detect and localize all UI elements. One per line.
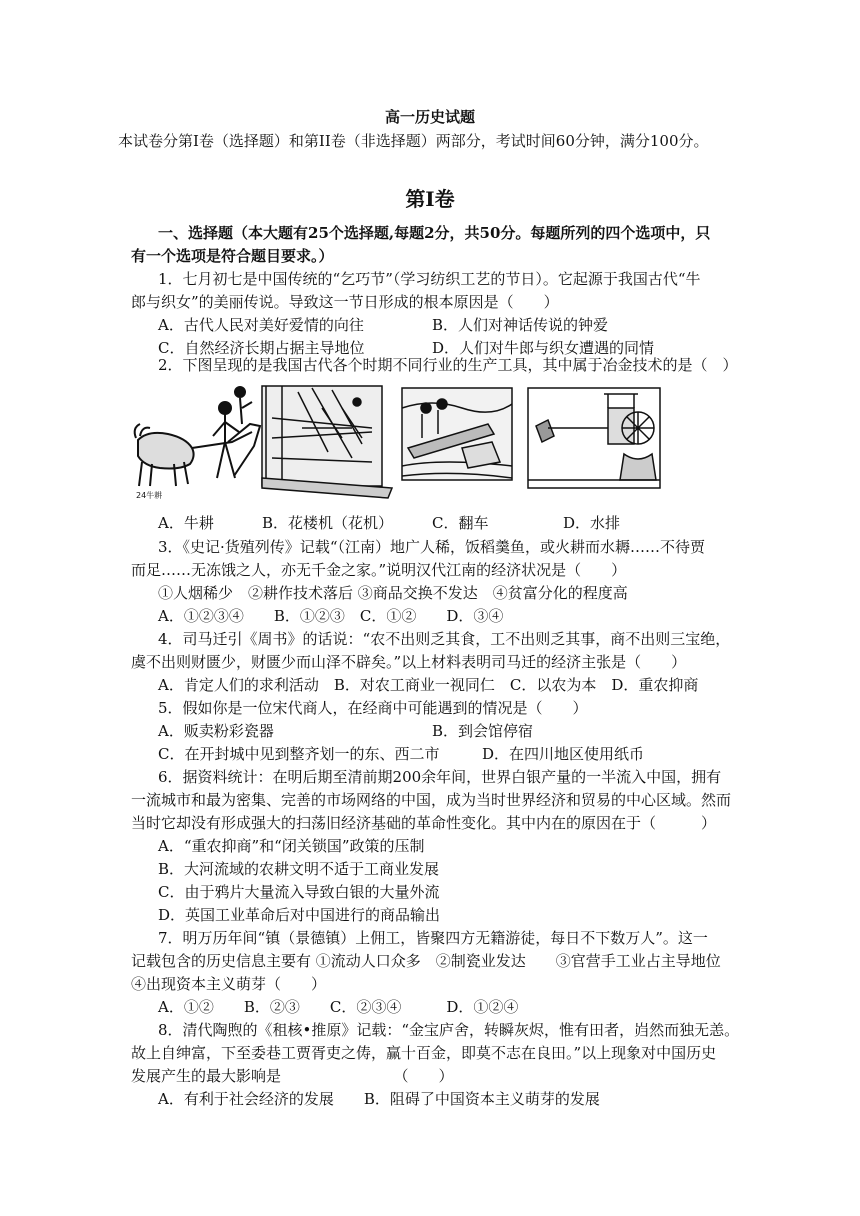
q1-option-b: B．人们对神话传说的钟爱 xyxy=(432,316,609,334)
instructions-line-1: 一、选择题（本大题有25个选择题,每题2分，共50分。每题所列的四个选项中，只 xyxy=(158,224,711,242)
q3-stem-1: 3．《史记·货殖列传》记载“（江南）地广人稀，饭稻羹鱼，或火耕而水耨……不待贾 xyxy=(158,538,705,556)
q8-options: A．有利于社会经济的发展 B．阻碍了中国资本主义萌芽的发展 xyxy=(158,1090,600,1108)
instructions-line-2: 有一个选项是符合题目要求。） xyxy=(131,247,334,265)
q1-stem-1: 1．七月初七是中国传统的“乞巧节”（学习纺织工艺的节日）。它起源于我国古代“牛 xyxy=(158,270,701,288)
panel-1-caption: 24牛耕 xyxy=(136,491,163,500)
q6-stem-3: 当时它却没有形成强大的扫荡旧经济基础的革命性变化。其中内在的原因在于（ ） xyxy=(131,814,717,832)
q6-option-a: A．“重农抑商”和“闭关锁国”政策的压制 xyxy=(158,837,425,855)
q6-option-b: B．大河流域的农耕文明不适于工商业发展 xyxy=(158,860,440,878)
q5-option-d: D．在四川地区使用纸币 xyxy=(482,745,645,763)
q2-option-a: A．牛耕 xyxy=(158,514,214,532)
q3-statements: ①人烟稀少 ②耕作技术落后 ③商品交换不发达 ④贫富分化的程度高 xyxy=(158,584,628,602)
section-title: 第I卷 xyxy=(405,187,455,211)
q7-stem-3: ④出现资本主义萌芽（ ） xyxy=(131,975,327,993)
q1-option-d: D．人们对牛郎与织女遭遇的同情 xyxy=(432,339,655,357)
q1-stem-2: 郎与织女”的美丽传说。导致这一节日形成的根本原因是（ ） xyxy=(131,293,559,311)
q2-option-d: D．水排 xyxy=(563,514,621,532)
square-pallet-pump-image xyxy=(402,388,512,480)
q8-stem-2: 故上自绅富，下至委巷工贾胥吏之俦，赢十百金，即莫不志在良田。”以上现象对中国历史 xyxy=(131,1044,717,1062)
q6-stem-1: 6．据资料统计：在明后期至清前期200余年间，世界白银产量的一半流入中国，拥有 xyxy=(158,768,722,786)
q8-stem-1: 8．清代陶煦的《租核•推原》记载：“金宝庐舍，转瞬灰烬，惟有田者，岿然而独无恙。 xyxy=(158,1021,740,1039)
q7-options: A．①② B．②③ C．②③④ D．①②④ xyxy=(158,998,519,1016)
exam-title: 高一历史试题 xyxy=(384,108,475,126)
q2-option-b: B．花楼机（花机） xyxy=(262,514,394,532)
q5-option-b: B．到会馆停宿 xyxy=(432,722,534,740)
q5-stem-1: 5．假如你是一位宋代商人，在经商中可能遇到的情况是（ ） xyxy=(158,699,588,717)
exam-intro: 本试卷分第I卷（选择题）和第II卷（非选择题）两部分，考试时间60分钟，满分100分。 xyxy=(118,132,709,150)
q5-option-a: A．贩卖粉彩瓷器 xyxy=(158,722,274,740)
q2-option-c: C．翻车 xyxy=(432,514,489,532)
q7-stem-1: 7．明万历年间“镇（景德镇）上佣工，皆聚四方无籍游徒，每日不下数万人”。这一 xyxy=(158,929,708,947)
q4-stem-1: 4．司马迁引《周书》的话说：“农不出则乏其食，工不出则乏其事，商不出则三宝绝， xyxy=(158,630,731,648)
q1-option-a: A．古代人民对美好爱情的向往 xyxy=(158,316,364,334)
q8-stem-3: 发展产生的最大影响是 （ ） xyxy=(131,1067,454,1085)
q4-stem-2: 虞不出则财匮少，财匮少而山泽不辟矣。”以上材料表明司马迁的经济主张是（ ） xyxy=(131,653,687,671)
q6-stem-2: 一流城市和最为密集、完善的市场网络的中国，成为当时世界经济和贸易的中心区域。然而 xyxy=(131,791,732,809)
q2-stem-1: 2．下图呈现的是我国古代各个时期不同行业的生产工具，其中属于冶金技术的是（ ） xyxy=(158,356,738,374)
water-powered-bellows-image xyxy=(528,388,660,488)
q6-option-c: C．由于鸦片大量流入导致白银的大量外流 xyxy=(158,883,440,901)
q1-option-c: C．自然经济长期占据主导地位 xyxy=(158,339,365,357)
q3-options: A．①②③④ B．①②③ C．①② D．③④ xyxy=(158,607,504,625)
q4-options: A．肯定人们的求利活动 B．对农工商业一视同仁 C．以农为本 D．重农抑商 xyxy=(158,676,699,694)
ox-plowing-image xyxy=(135,387,260,500)
tools-figure xyxy=(130,378,730,503)
q5-option-c: C．在开封城中见到整齐划一的东、西二市 xyxy=(158,745,440,763)
q6-option-d: D．英国工业革命后对中国进行的商品输出 xyxy=(158,906,441,924)
q3-stem-2: 而足……无冻饿之人，亦无千金之家。”说明汉代江南的经济状况是（ ） xyxy=(131,561,627,579)
q7-stem-2: 记载包含的历史信息主要有 ①流动人口众多 ②制瓷业发达 ③官营手工业占主导地位 xyxy=(131,952,721,970)
drawloom-image xyxy=(262,386,392,498)
